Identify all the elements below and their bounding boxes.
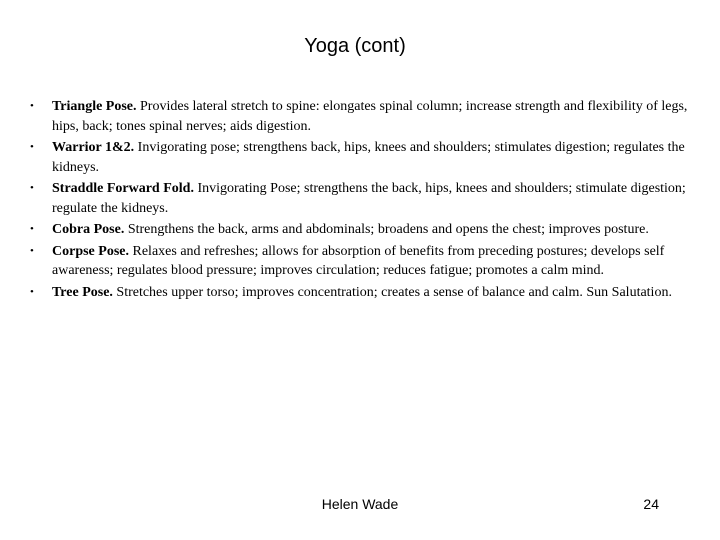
list-item [0, 179, 700, 218]
pose-name: Corpse Pose. [52, 243, 129, 259]
pose-name: Tree Pose. [52, 284, 113, 300]
page-number: 24 [643, 496, 659, 512]
list-item [0, 97, 700, 136]
list-item [0, 220, 700, 240]
bullet-icon: • [30, 141, 34, 153]
pose-name: Cobra Pose. [52, 222, 125, 237]
pose-name: Warrior 1&2. [52, 140, 135, 155]
pose-name: Straddle Forward Fold. [52, 181, 194, 196]
bullet-icon: • [30, 100, 34, 112]
bullet-icon: • [30, 285, 34, 298]
pose-description: Invigorating pose; strengthens back, hips, knees and shoulders; stimulates digestion; regulates the kidneys. [52, 140, 685, 175]
list-item [0, 138, 700, 177]
pose-description: Invigorating Pose; strengthens the back, hips, knees and shoulders; stimulate digestion; regulate the kidneys. [52, 181, 686, 216]
list-item [0, 242, 700, 281]
footer-author: Helen Wade [321, 496, 399, 512]
bullet-icon: • [30, 223, 34, 235]
bullet-icon: • [30, 244, 34, 257]
pose-description: Provides lateral stretch to spine: elongates spinal column; increase strength and flexibility of legs, hips, back; tones spinal nerves; aids digestion. [52, 99, 688, 134]
pose-description: Stretches upper torso; improves concentration; creates a sense of balance and calm. Sun Salutation. [112, 284, 672, 300]
pose-name: Triangle Pose. [52, 99, 137, 114]
pose-description: Relaxes and refreshes; allows for absorption of benefits from preceding postures; develops self awareness; regulates blood pressure; improves circulation; reduces fatigue; promotes a calm mind. [52, 243, 665, 278]
slide-title: Yoga (cont) [304, 35, 406, 57]
bullet-icon: • [30, 182, 34, 194]
list-item [0, 283, 700, 303]
pose-description: Strengthens the back, arms and abdominals; broadens and opens the chest; improves posture. [124, 222, 649, 237]
bullet-list [0, 97, 700, 304]
